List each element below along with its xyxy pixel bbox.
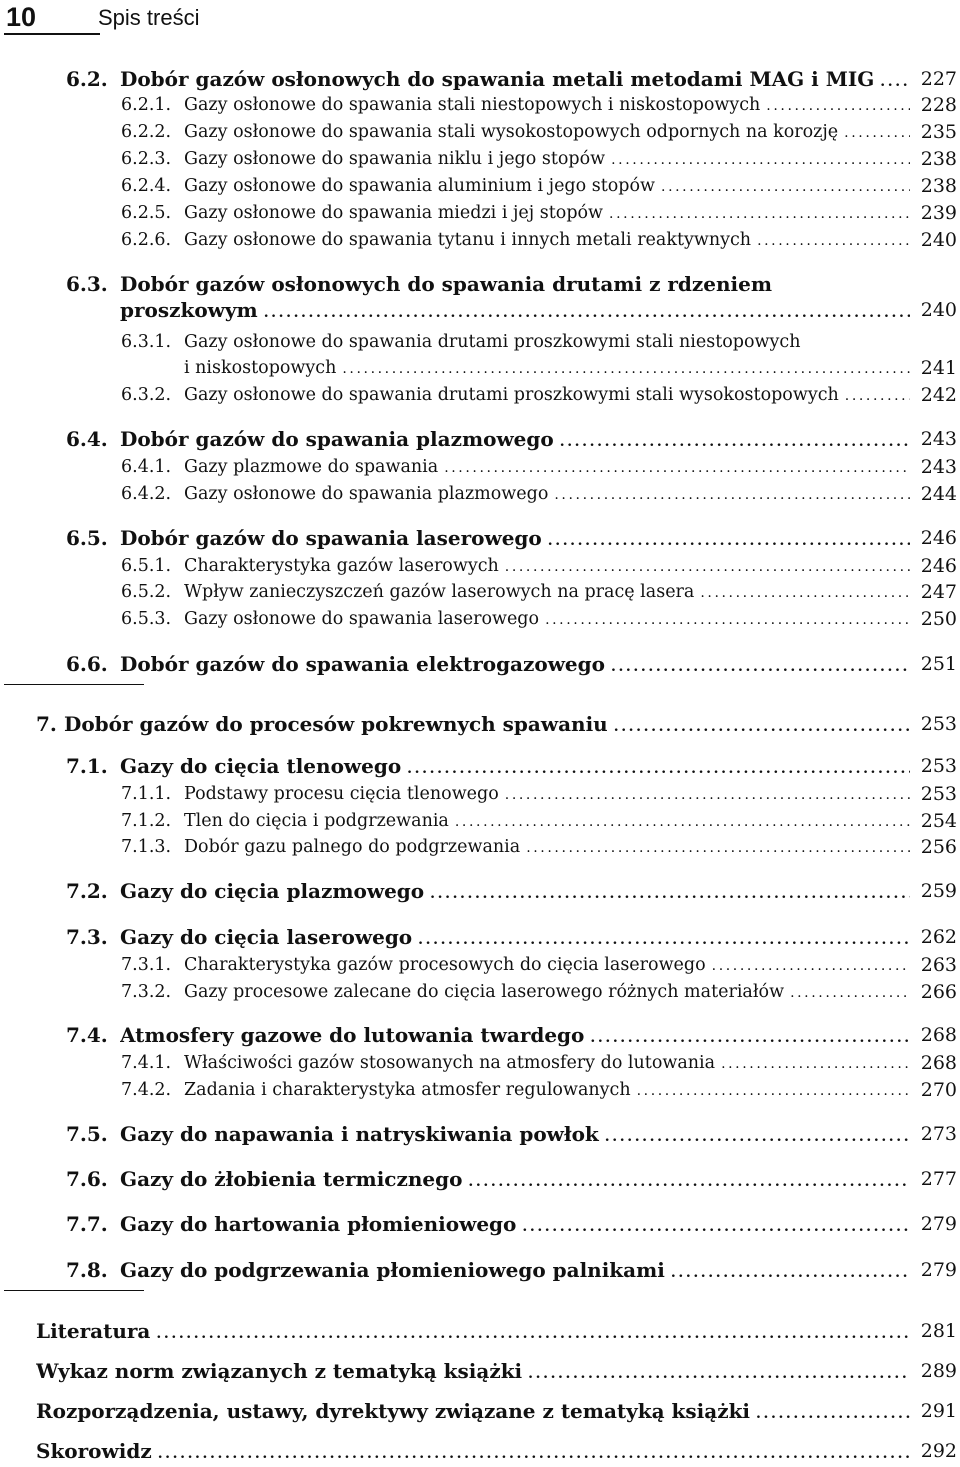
toc-entry-page: 262 [920,926,957,948]
toc-entry-line [120,651,910,680]
toc-entry-title: Wpływ zanieczyszczeń gazów laserowych na pracę lasera [184,582,695,602]
dot-leader [721,1051,910,1077]
page-number: 10 [6,2,37,32]
toc-entry-title: Literatura [36,1319,151,1343]
toc-entry-title: Dobór gazów osłonowych do spawania drutami z rdzeniem [120,272,773,296]
toc-entry-line [120,878,910,907]
toc-entry [0,1257,960,1283]
toc-entry-number: 7.3.1. [121,955,172,975]
toc-entry-line [184,808,910,835]
toc-entry [0,1358,960,1384]
dot-leader [790,980,910,1006]
dot-leader [605,1124,910,1150]
toc-entry-number: 7.1.1. [121,784,172,804]
toc-entry-page: 238 [920,148,957,170]
toc-entry-title: Gazy osłonowe do spawania plazmowego [184,484,549,504]
toc-entry-line [184,481,910,508]
toc-entry [0,454,960,480]
toc-entry-page: 268 [920,1052,957,1074]
toc-entry [0,1166,960,1192]
toc-entry-line [184,1050,910,1077]
dot-leader [611,147,910,173]
toc-entry [0,781,960,807]
toc-entry-page: 281 [920,1320,957,1342]
toc-entry-number: 6.4.2. [121,484,172,504]
toc-entry [0,753,960,779]
toc-entry-line [184,355,910,382]
toc-entry-number: 6.2.3. [121,149,172,169]
dot-leader [700,580,910,606]
toc-entry-title: Dobór gazów osłonowych do spawania metali metodami MAG i MIG [120,67,875,91]
dot-leader [554,482,910,508]
toc-entry-title-continuation: proszkowym [120,298,258,322]
toc-entry-number: 7.8. [66,1258,108,1282]
toc-entry [0,711,960,737]
toc-entry [0,1398,960,1424]
toc-entry-title: Gazy do cięcia laserowego [120,925,413,949]
dot-leader [418,927,910,953]
toc-entry-number: 6.4. [66,427,108,451]
toc-entry-line [120,297,910,326]
dot-leader [611,654,910,680]
toc-entry-line [184,382,910,409]
dot-leader [264,300,910,326]
toc-entry-line [120,1257,910,1286]
toc-entry [0,200,960,226]
toc-entry-number: 6.2.5. [121,203,172,223]
toc-entry-line [120,426,910,455]
dot-leader [522,1214,910,1240]
toc-entry-page: 279 [920,1213,957,1235]
toc-entry-page: 277 [920,1168,957,1190]
toc-entry-line [184,173,910,200]
toc-entry-number: 7.1.3. [121,837,172,857]
toc-entry-line [36,1438,910,1467]
toc-entry-title: Wykaz norm związanych z tematyką książki [36,1359,523,1383]
toc-entry-page: 241 [920,357,957,379]
toc-entry-page: 246 [920,527,957,549]
toc-entry-title: Charakterystyka gazów laserowych [184,556,499,576]
toc-entry-line [184,146,910,173]
toc-entry-title: Rozporządzenia, ustawy, dyrektywy związane z tematyką książki [36,1399,751,1423]
toc-entry-title: Dobór gazów do spawania elektrogazowego [120,652,605,676]
dot-leader [468,1169,910,1195]
toc-entry-title: Gazy osłonowe do spawania niklu i jego stopów [184,149,606,169]
toc-entry-number: 7.4.2. [121,1080,172,1100]
toc-entry-line [184,579,910,606]
toc-entry [0,1211,960,1237]
toc-entry-page: 250 [920,608,957,630]
dot-leader [526,835,910,861]
toc-entry-line [120,1121,910,1150]
dot-leader [158,1441,910,1467]
toc-entry-title-continuation: i niskostopowych [184,358,337,378]
toc-entry-title: Gazy osłonowe do spawania stali wysokostopowych odpornych na korozję [184,122,839,142]
dot-leader [590,1025,910,1051]
dot-leader [342,356,910,382]
toc-entry [0,329,960,379]
toc-entry [0,481,960,507]
toc-entry-number: 6.2.4. [121,176,172,196]
toc-entry-number: 7. [36,712,57,736]
toc-entry-line [184,92,910,119]
toc-entry-title: Dobór gazów do spawania plazmowego [120,427,554,451]
chapter-divider [4,684,144,685]
toc-entry [0,1438,960,1464]
toc-entry [0,173,960,199]
toc-entry-page: 239 [920,202,957,224]
toc-entry [0,579,960,605]
dot-leader [528,1361,910,1387]
toc-entry [0,834,960,860]
toc-entry [0,1318,960,1344]
toc-entry-title: Gazy do żłobienia termicznego [120,1167,463,1191]
toc-entry-number: 6.4.1. [121,457,172,477]
toc-entry-title: Gazy do hartowania płomieniowego [120,1212,517,1236]
toc-entry-title: Dobór gazów do spawania laserowego [120,526,542,550]
toc-entry-page: 289 [920,1360,957,1382]
toc-entry-page: 253 [920,755,957,777]
toc-entry [0,952,960,978]
toc-entry-line [184,553,910,580]
toc-entry-title: Dobór gazu palnego do podgrzewania [184,837,521,857]
toc-entry-title: Gazy osłonowe do spawania tytanu i innych metali reaktywnych [184,230,752,250]
toc-entry-title: Właściwości gazów stosowanych na atmosfery do lutowania [184,1053,716,1073]
toc-entry-number: 7.1.2. [121,811,172,831]
toc-entry-number: 7.5. [66,1122,108,1146]
toc-entry-line [184,834,910,861]
toc-entry-line [184,454,910,481]
toc-entry-line [120,525,910,554]
toc-entry-line [184,119,910,146]
toc-entry-page: 253 [920,713,957,735]
toc-entry-number: 6.3.1. [121,332,172,352]
toc-entry [0,924,960,950]
toc-entry-page: 243 [920,428,957,450]
dot-leader [545,607,910,633]
toc-entry [0,146,960,172]
toc-entry-page: 228 [920,94,957,116]
toc-entry [0,979,960,1005]
toc-entry-number: 6.5.2. [121,582,172,602]
toc-entry-line [184,1077,910,1104]
dot-leader [844,120,910,146]
toc-entry-line [120,1211,910,1240]
toc-entry-page: 254 [920,810,957,832]
toc-entry-title: Gazy do napawania i natryskiwania powłok [120,1122,599,1146]
toc-entry [0,1050,960,1076]
toc-entry-title: Gazy osłonowe do spawania miedzi i jej stopów [184,203,604,223]
toc-entry-title: Skorowidz [36,1439,152,1463]
toc-entry-page: 253 [920,783,957,805]
toc-entry-page: 251 [920,653,957,675]
toc-entry-page: 279 [920,1259,957,1281]
toc-entry-page: 266 [920,981,957,1003]
toc-entry-line [36,1318,910,1347]
toc-entry-page: 263 [920,954,957,976]
dot-leader [845,383,910,409]
toc-entry-number: 7.3.2. [121,982,172,1002]
toc-entry-line [184,200,910,227]
toc-entry-line [184,606,910,633]
toc-entry-line [120,1022,910,1051]
toc-entry-page: 256 [920,836,957,858]
dot-leader [505,782,910,808]
toc-entry-title: Gazy osłonowe do spawania drutami proszkowymi stali wysokostopowych [184,385,839,405]
toc-entry-page: 246 [920,555,957,577]
toc-entry-page: 242 [920,384,957,406]
toc-entry-page: 227 [920,68,957,90]
toc-entry [0,382,960,408]
toc-entry [0,1022,960,1048]
dot-leader [661,174,910,200]
dot-leader [455,809,910,835]
toc-entry-line [120,1166,910,1195]
toc-entry [0,1077,960,1103]
toc-entry-line [120,924,910,953]
toc-entry-title: Atmosfery gazowe do lutowania twardego [120,1023,585,1047]
toc-entry-line [36,1358,910,1387]
toc-entry [0,525,960,551]
dot-leader [756,1401,910,1427]
toc-entry-number: 6.2.1. [121,95,172,115]
toc-entry-line [184,227,910,254]
toc-entry-title: Gazy procesowe zalecane do cięcia laserowego różnych materiałów [184,982,785,1002]
toc-entry-title: Gazy do cięcia tlenowego [120,754,402,778]
toc-entry [0,119,960,145]
toc-entry-page: 270 [920,1079,957,1101]
dot-leader [609,201,910,227]
toc-entry-number: 7.4. [66,1023,108,1047]
toc-entry-line [184,952,910,979]
running-title: Spis treści [98,5,200,30]
toc-entry-line [120,753,910,782]
toc-entry-page: 244 [920,483,957,505]
toc-entry-number: 7.3. [66,925,108,949]
toc-entry-page: 243 [920,456,957,478]
toc-entry-page: 238 [920,175,957,197]
toc-entry [0,227,960,253]
dot-leader [614,714,910,740]
dot-leader [757,228,910,254]
toc-entry-title: Gazy osłonowe do spawania stali niestopowych i niskostopowych [184,95,761,115]
toc-entry [0,878,960,904]
toc-entry-line [64,711,910,740]
toc-entry-title: Zadania i charakterystyka atmosfer regulowanych [184,1080,631,1100]
toc-entry-title: Gazy do podgrzewania płomieniowego palnikami [120,1258,665,1282]
toc-entry-number: 6.5. [66,526,108,550]
toc-entry-title: Charakterystyka gazów procesowych do cięcia laserowego [184,955,706,975]
toc-entry-page: 247 [920,581,957,603]
toc-entry [0,92,960,118]
toc-entry-title: Dobór gazów do procesów pokrewnych spawaniu [64,712,608,736]
toc-entry-number: 6.2. [66,67,108,91]
toc-entry-number: 6.3.2. [121,385,172,405]
toc-entry-page: 273 [920,1123,957,1145]
toc-entry [0,606,960,632]
dot-leader [407,756,910,782]
toc-entry-page: 292 [920,1440,957,1462]
toc-entry-page: 291 [920,1400,957,1422]
dot-leader [671,1260,910,1286]
toc-entry-title: Podstawy procesu cięcia tlenowego [184,784,499,804]
toc-entry-number: 7.6. [66,1167,108,1191]
toc-entry-page: 240 [920,299,957,321]
toc-entry-title: Gazy osłonowe do spawania aluminium i jego stopów [184,176,656,196]
toc-entry-line [184,781,910,808]
toc-entry-page: 259 [920,880,957,902]
toc-entry-number: 6.6. [66,652,108,676]
toc-entry-title: Gazy osłonowe do spawania laserowego [184,609,540,629]
toc-entry [0,66,960,92]
toc-entry-page: 268 [920,1024,957,1046]
dot-leader [637,1078,910,1104]
dot-leader [548,528,910,554]
toc-entry [0,651,960,677]
toc-entry-number: 7.7. [66,1212,108,1236]
toc-entry [0,1121,960,1147]
toc-entry-title: Gazy do cięcia plazmowego [120,879,425,903]
toc-entry-number: 6.5.1. [121,556,172,576]
toc-entry-line [36,1398,910,1427]
dot-leader [712,953,910,979]
toc-entry-number: 6.2.6. [121,230,172,250]
toc-entry-line [120,66,910,95]
dot-leader [156,1321,910,1347]
toc-entry-title: Tlen do cięcia i podgrzewania [184,811,449,831]
toc-entry-line [184,979,910,1006]
dot-leader [560,429,910,455]
toc-entry-number: 6.2.2. [121,122,172,142]
chapter-divider [4,1290,144,1291]
toc-entry-number: 6.5.3. [121,609,172,629]
dot-leader [766,93,910,119]
toc-entry [0,271,960,322]
toc-entry-number: 7.2. [66,879,108,903]
dot-leader [430,881,910,907]
toc-entry-page: 240 [920,229,957,251]
toc-entry [0,808,960,834]
dot-leader [505,554,910,580]
toc-entry-number: 7.1. [66,754,108,778]
toc-entry-number: 6.3. [66,272,108,296]
toc-entry [0,553,960,579]
toc-entry [0,426,960,452]
dot-leader [444,455,910,481]
toc-entry-title: Gazy plazmowe do spawania [184,457,439,477]
toc-entry-title: Gazy osłonowe do spawania drutami proszkowymi stali niestopowych [184,332,801,352]
toc-entry-page: 235 [920,121,957,143]
toc-entry-number: 7.4.1. [121,1053,172,1073]
